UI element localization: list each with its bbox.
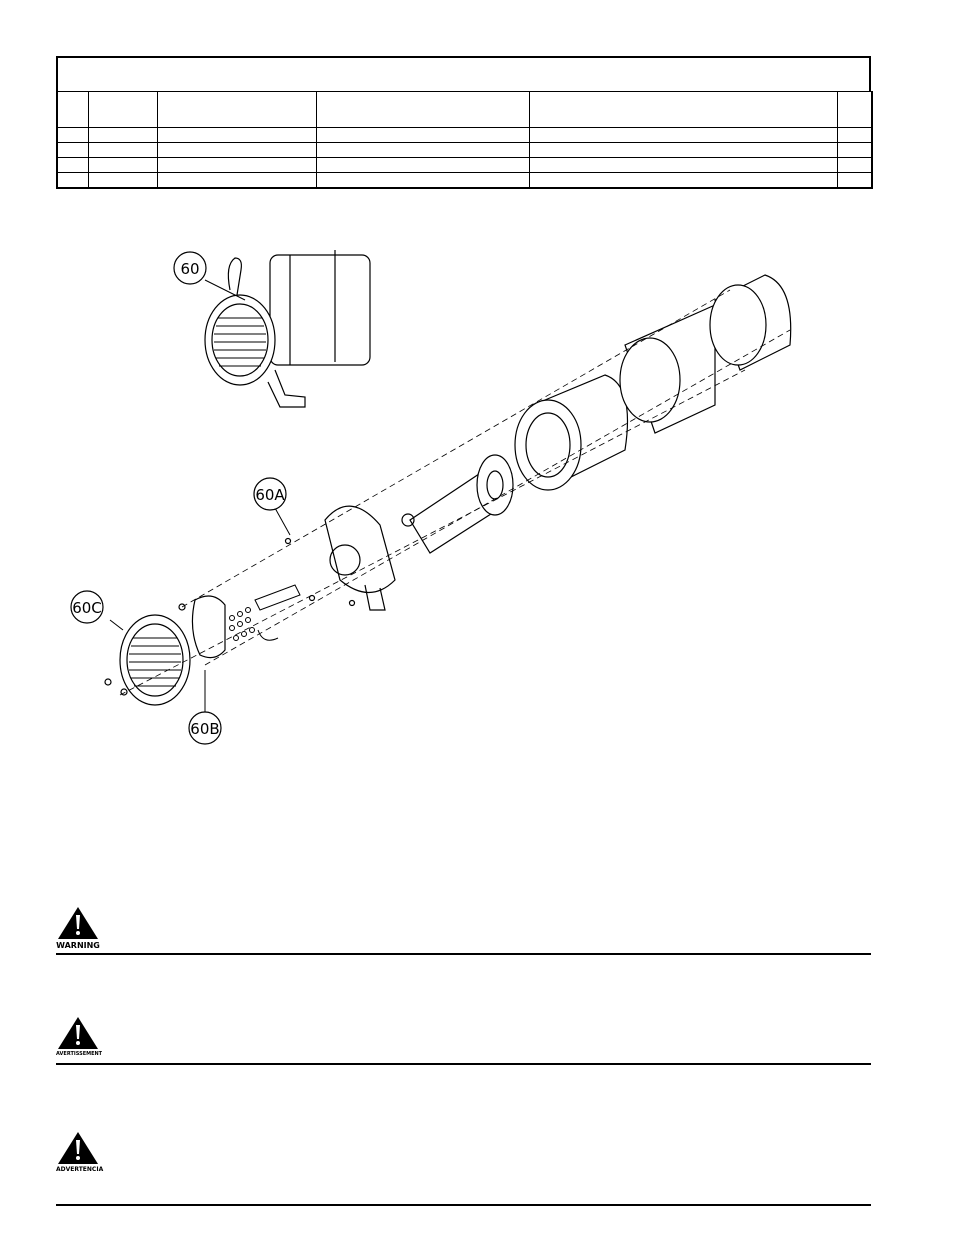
table-cell [157, 143, 316, 158]
table-cell [316, 128, 529, 143]
table-cell [316, 143, 529, 158]
column-header [529, 92, 837, 128]
callout-60A: 60A [255, 486, 285, 504]
table-cell [88, 158, 157, 173]
table-title [56, 56, 871, 91]
table-row [57, 173, 872, 189]
assembled-alternator [205, 250, 370, 407]
table-cell [88, 128, 157, 143]
table-cell [529, 128, 837, 143]
table-cell [57, 143, 88, 158]
callout-60C: 60C [72, 599, 102, 617]
table-cell [837, 173, 872, 189]
callout-60B: 60B [190, 720, 220, 738]
column-header [157, 92, 316, 128]
warning-label: ADVERTENCIA [56, 1166, 104, 1173]
table-cell [529, 173, 837, 189]
warning-block-es [56, 1130, 871, 1210]
end-cover-grille [105, 604, 190, 705]
table-cell [837, 143, 872, 158]
warning-block-en [56, 905, 871, 957]
table-cell [57, 128, 88, 143]
column-header [316, 92, 529, 128]
table-row [57, 143, 872, 158]
section-rule [56, 1204, 871, 1206]
table-cell [157, 173, 316, 189]
rear-end-bell [710, 275, 791, 370]
table-cell [57, 158, 88, 173]
table-cell [57, 173, 88, 189]
stator-housing [620, 305, 715, 433]
table-cell [529, 143, 837, 158]
column-header [88, 92, 157, 128]
table-cell [837, 158, 872, 173]
table-cell [529, 158, 837, 173]
table-cell [157, 158, 316, 173]
table-cell [157, 128, 316, 143]
brush-cover [192, 596, 225, 658]
stator [515, 375, 628, 490]
exploded-view-diagram [50, 230, 910, 750]
table-header-row [57, 92, 872, 128]
table-cell [316, 158, 529, 173]
warning-label: WARNING [56, 941, 100, 950]
table-row [57, 128, 872, 143]
parts-grid [56, 91, 873, 189]
end-bracket [286, 506, 396, 610]
table-cell [88, 173, 157, 189]
table-cell [88, 143, 157, 158]
warning-block-fr [56, 1015, 871, 1067]
section-rule [56, 1063, 871, 1065]
callout-60: 60 [180, 260, 200, 278]
column-header [837, 92, 872, 128]
table-row [57, 158, 872, 173]
section-rule [56, 953, 871, 955]
column-header [57, 92, 88, 128]
table-cell [837, 128, 872, 143]
table-cell [316, 173, 529, 189]
warning-label: AVERTISSEMENT [56, 1051, 103, 1057]
parts-table [56, 56, 871, 189]
